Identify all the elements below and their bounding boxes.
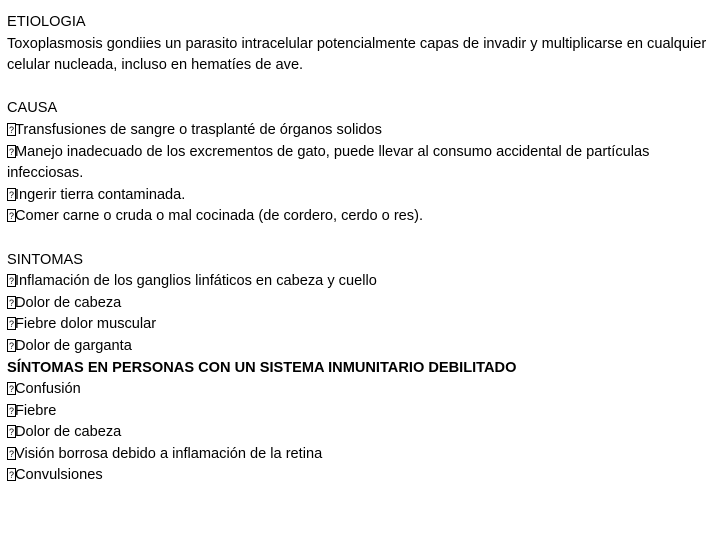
list-item (7, 379, 713, 401)
missing-glyph-icon (7, 188, 16, 201)
list-item-text: Manejo inadecuado de los excrementos de gato, puede llevar al consumo accidental de partículas infecciosas. (7, 143, 650, 182)
list-item-text: Transfusiones de sangre o trasplanté de órganos solidos (15, 121, 382, 138)
missing-glyph-icon (7, 123, 16, 136)
list-item-text: Fiebre dolor muscular (15, 316, 157, 333)
list-item-text: Inflamación de los ganglios linfáticos en cabeza y cuello (15, 273, 377, 290)
list-item (7, 271, 713, 293)
list-item (7, 293, 713, 315)
list-item-text: Dolor de garganta (15, 337, 132, 354)
list-item (7, 142, 713, 185)
missing-glyph-icon (7, 317, 16, 330)
missing-glyph-icon (7, 425, 16, 438)
missing-glyph-icon (7, 296, 16, 309)
list-item-text: Convulsiones (15, 467, 103, 484)
list-item (7, 422, 713, 444)
list-item-text: Confusión (15, 381, 81, 398)
list-item-text: Visión borrosa debido a inflamación de la retina (15, 445, 323, 462)
causa-heading: CAUSA (7, 100, 58, 117)
missing-glyph-icon (7, 468, 16, 481)
missing-glyph-icon (7, 209, 16, 222)
missing-glyph-icon (7, 447, 16, 460)
list-item (7, 206, 713, 228)
missing-glyph-icon (7, 274, 16, 287)
list-item (7, 444, 713, 466)
missing-glyph-icon (7, 404, 16, 417)
list-item-text: Ingerir tierra contaminada. (15, 186, 186, 203)
spacer (7, 77, 713, 99)
list-item-text: Dolor de cabeza (15, 424, 122, 441)
spacer (7, 228, 713, 250)
list-item-text: Fiebre (15, 402, 57, 419)
inmunitario-heading: SÍNTOMAS EN PERSONAS CON UN SISTEMA INMUNITARIO DEBILITADO (7, 359, 517, 376)
etiologia-text: Toxoplasmosis gondiies un parasito intracelular potencialmente capas de invadir y multiplicarse en cualquier celular nucleada, incluso en hematíes de ave. (7, 35, 707, 74)
list-item (7, 465, 713, 487)
list-item-text: Comer carne o cruda o mal cocinada (de cordero, cerdo o res). (15, 208, 424, 225)
sintomas-heading: SINTOMAS (7, 251, 83, 268)
list-item (7, 336, 713, 358)
list-item-text: Dolor de cabeza (15, 294, 122, 311)
missing-glyph-icon (7, 382, 16, 395)
missing-glyph-icon (7, 339, 16, 352)
list-item (7, 401, 713, 423)
missing-glyph-icon (7, 145, 16, 158)
list-item (7, 314, 713, 336)
list-item (7, 185, 713, 207)
list-item (7, 120, 713, 142)
etiologia-heading: ETIOLOGIA (7, 14, 86, 30)
document-page (7, 12, 713, 487)
